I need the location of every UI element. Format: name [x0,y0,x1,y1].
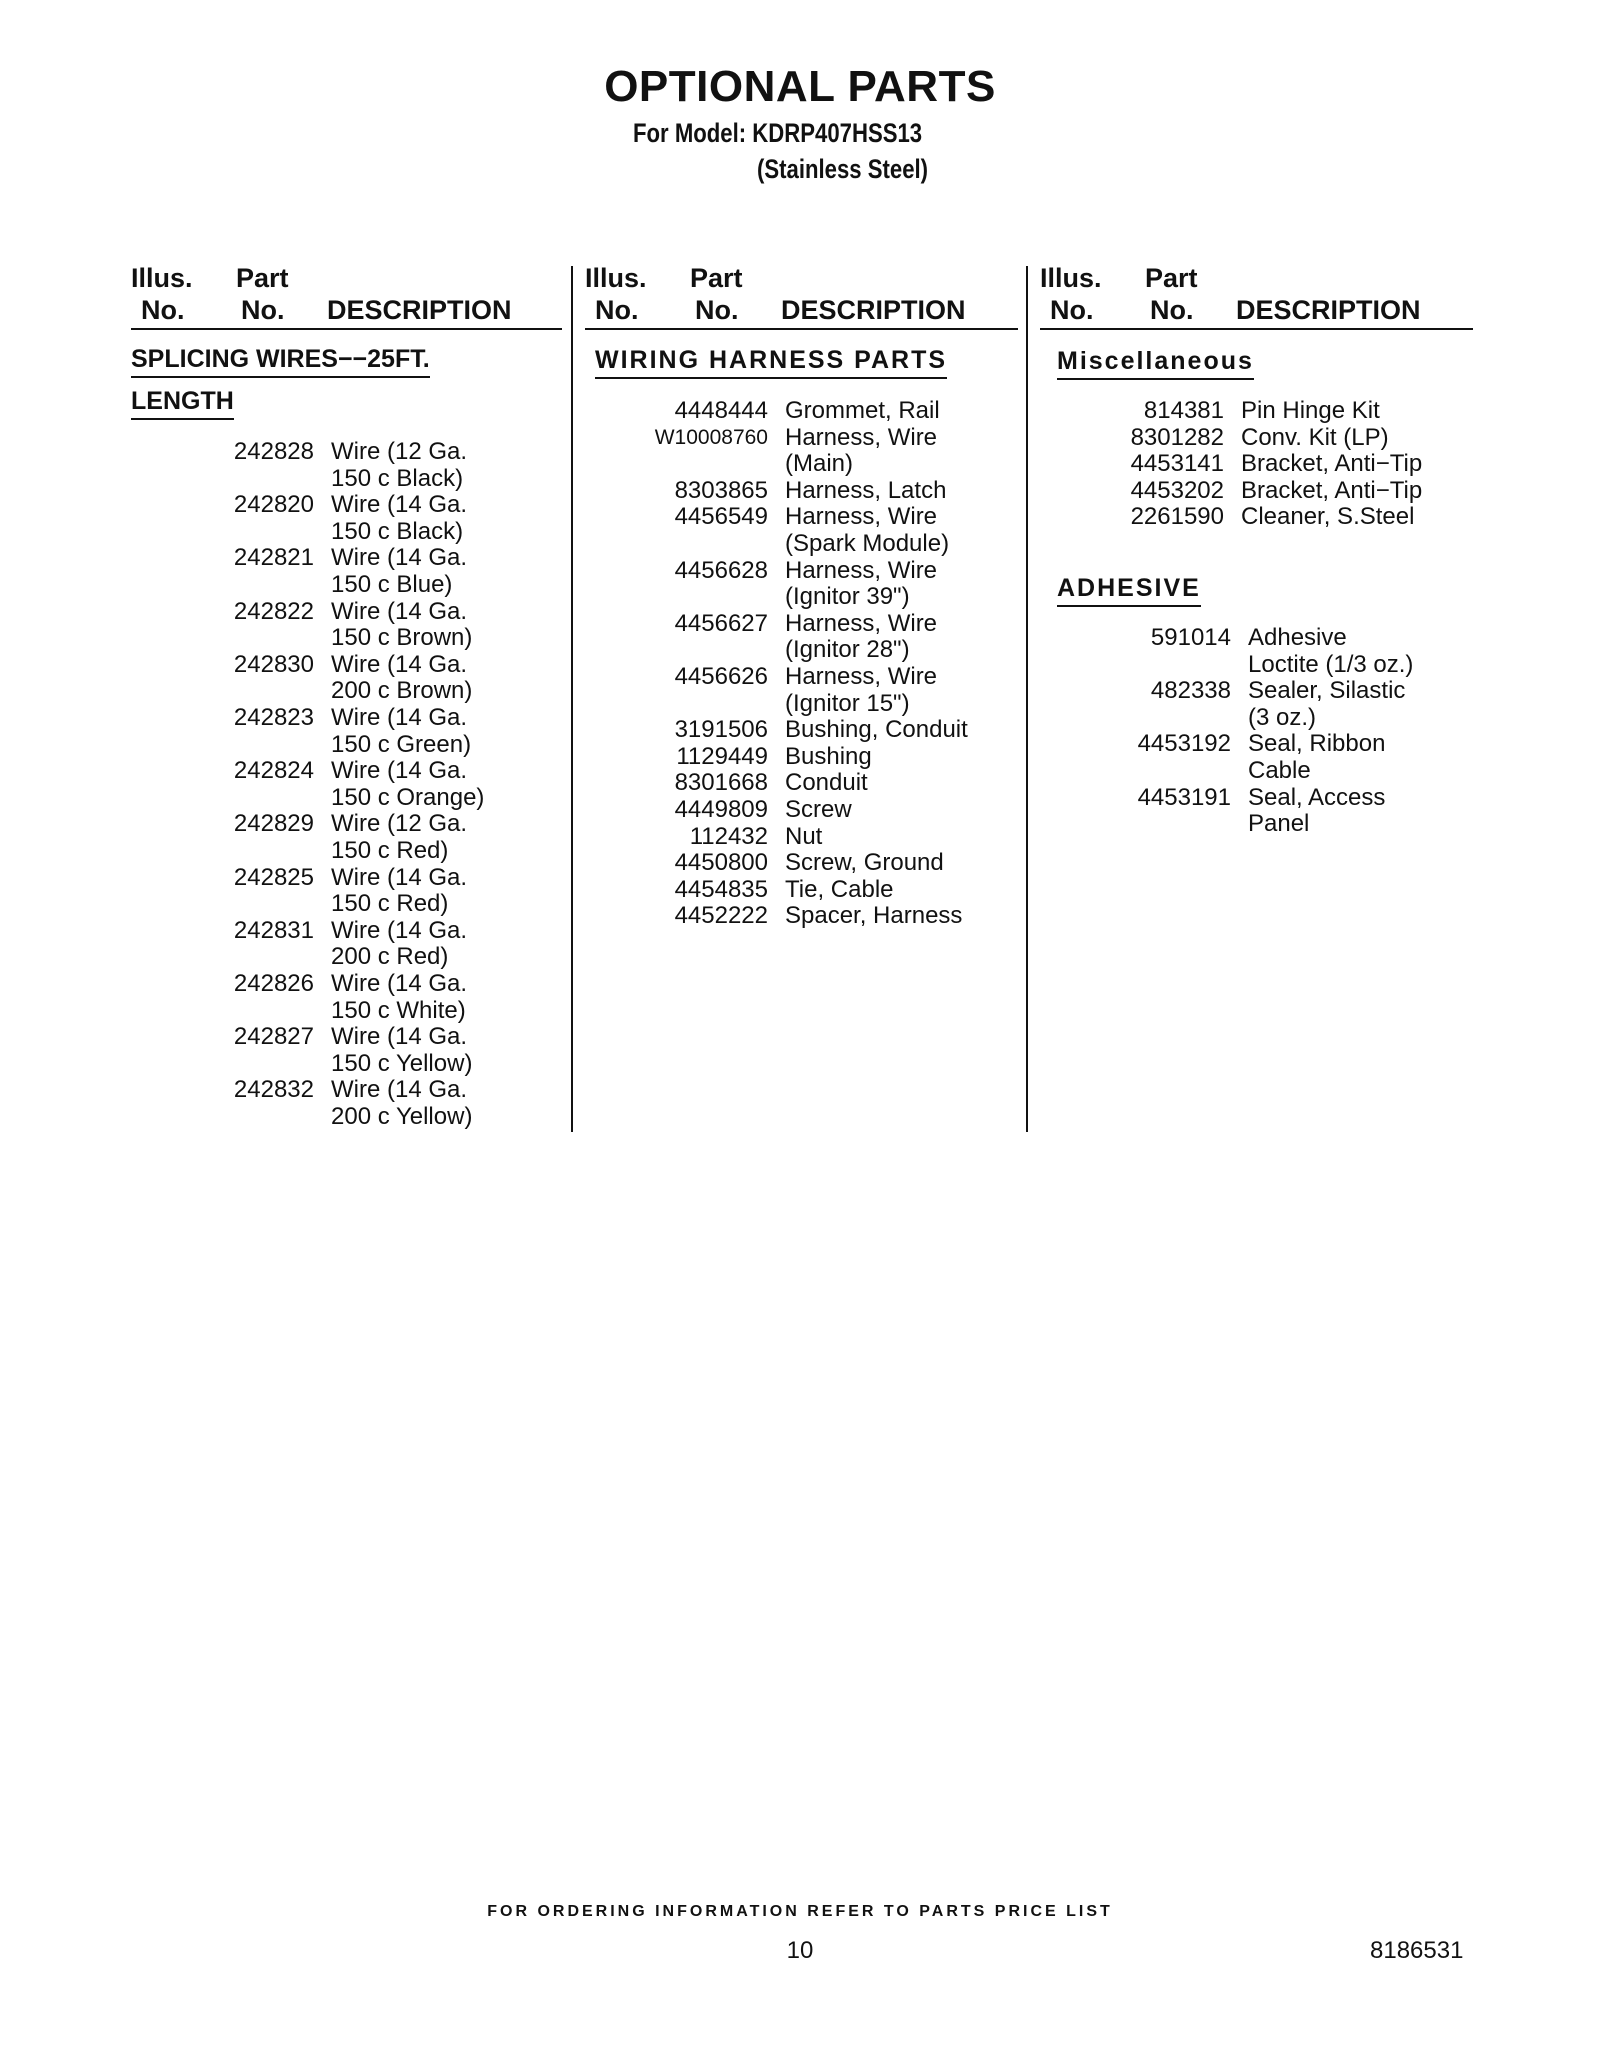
part-number: 242825 [233,863,314,891]
part-description: Wire (14 Ga. 200 c Red) [331,916,468,971]
part-description: Wire (14 Ga. 200 c Yellow) [331,1076,473,1130]
section-miscellaneous: Miscellaneous [1057,346,1254,380]
part-number: 1129449 [676,742,768,770]
column-2 [585,262,1018,330]
part-number: 2261590 [1130,503,1224,531]
part-number: 242829 [233,810,314,838]
column-header [1040,262,1473,330]
column-3 [1040,262,1473,330]
part-number: 4453192 [1137,730,1231,758]
column-divider [571,266,573,1132]
part-description: Bushing, Conduit [785,716,968,744]
header-part: Part [236,263,289,293]
header-illus-no: No. [1050,295,1094,325]
column-header [585,262,1018,330]
part-description: Harness, Wire (Spark Module) [785,503,950,557]
part-number: 4453191 [1137,783,1231,811]
part-number: 4449809 [674,796,768,823]
part-number: 4456627 [674,609,768,637]
part-description: Wire (14 Ga. 150 c White) [331,970,468,1024]
finish-line: (Stainless Steel) [757,154,929,184]
part-number: 242832 [233,1076,314,1104]
page-title: OPTIONAL PARTS [604,62,996,111]
column-1 [131,262,562,330]
part-description: Seal, Access Panel [1248,783,1386,838]
document-number: 8186531 [1370,1937,1464,1964]
part-number: 4454835 [674,875,768,903]
part-description: Wire (14 Ga. 150 c Green) [331,704,472,758]
model-line: For Model: KDRP407HSS13 [633,118,923,148]
part-description: Seal, Ribbon Cable [1248,730,1386,784]
header-illus-no: No. [595,295,639,325]
page-number: 10 [786,1937,814,1964]
part-description: Spacer, Harness [785,902,963,930]
part-description: Bracket, Anti−Tip [1241,476,1423,504]
column-divider [1026,266,1028,1132]
part-description: Nut [785,822,823,850]
header-description: DESCRIPTION [327,295,512,325]
part-description: Tie, Cable [785,875,894,903]
header-description: DESCRIPTION [1236,295,1421,325]
part-description: Wire (14 Ga. 200 c Brown) [331,650,473,705]
part-number: 242828 [233,438,314,465]
part-description: Harness, Wire (Ignitor 39") [785,556,938,611]
part-number: W10008760 [654,425,768,449]
part-description: Cleaner, S.Steel [1241,503,1415,531]
part-description: Harness, Wire (Ignitor 28") [785,609,938,664]
part-number: 8301282 [1130,423,1224,451]
part-description: Conv. Kit (LP) [1241,423,1389,451]
part-number: 482338 [1150,677,1231,705]
part-description: Wire (12 Ga. 150 c Black) [331,438,468,492]
header-illus: Illus. [131,263,193,293]
part-number: 591014 [1150,624,1231,651]
part-number: 4456626 [674,663,768,690]
part-number: 4452222 [674,902,768,930]
header-part: Part [690,263,743,293]
part-number: 4448444 [674,397,768,424]
part-number: 242827 [233,1023,314,1051]
part-number: 8301668 [674,769,768,797]
part-description: Harness, Wire (Main) [785,423,938,478]
header-description: DESCRIPTION [781,295,966,325]
part-description: Wire (12 Ga. 150 c Red) [331,810,468,864]
part-description: Bracket, Anti−Tip [1241,450,1423,478]
header-part: Part [1145,263,1198,293]
part-description: Harness, Wire (Ignitor 15") [785,663,938,717]
part-number: 242826 [233,970,314,997]
section-splicing-wires-length: LENGTH [131,386,234,420]
part-number: 242831 [233,916,314,944]
part-description: Bushing [785,742,872,770]
header-illus: Illus. [585,263,647,293]
part-description: Wire (14 Ga. 150 c Orange) [331,757,485,811]
part-number: 4453202 [1130,476,1224,504]
part-description: Wire (14 Ga. 150 c Black) [331,491,468,545]
part-description: Wire (14 Ga. 150 c Yellow) [331,1023,473,1077]
part-number: 4450800 [674,849,768,877]
header-part-no: No. [1150,295,1194,325]
part-number: 4456549 [674,503,768,531]
column-header [131,262,562,330]
part-description: Conduit [785,769,868,797]
header-part-no: No. [695,295,739,325]
section-adhesive: ADHESIVE [1057,573,1201,607]
part-description: Screw [785,796,852,823]
part-description: Harness, Latch [785,476,947,504]
part-number: 8303865 [674,476,768,504]
part-number: 4456628 [674,556,768,584]
header-part-no: No. [241,295,285,325]
part-description: Wire (14 Ga. 150 c Blue) [331,544,468,598]
header-illus-no: No. [141,295,185,325]
part-number: 242821 [233,544,314,572]
part-number: 242823 [233,704,314,731]
part-description: Sealer, Silastic (3 oz.) [1248,677,1406,731]
part-number: 112432 [689,822,768,850]
part-description: Grommet, Rail [785,397,940,424]
part-number: 3191506 [674,716,768,744]
header-illus: Illus. [1040,263,1102,293]
part-description: Wire (14 Ga. 150 c Brown) [331,597,473,652]
part-number: 4453141 [1130,450,1224,478]
part-description: Adhesive Loctite (1/3 oz.) [1248,624,1414,678]
section-splicing-wires: SPLICING WIRES−−25FT. [131,344,430,378]
part-number: 814381 [1143,397,1224,424]
part-description: Screw, Ground [785,849,944,877]
part-number: 242820 [233,491,314,519]
part-number: 242830 [233,650,314,678]
part-number: 242824 [233,757,314,785]
section-wiring-harness: WIRING HARNESS PARTS [595,345,947,379]
part-number: 242822 [233,597,314,625]
ordering-note: FOR ORDERING INFORMATION REFER TO PARTS PRICE LIST [487,1903,1113,1920]
part-description: Pin Hinge Kit [1241,397,1380,424]
part-description: Wire (14 Ga. 150 c Red) [331,863,468,918]
